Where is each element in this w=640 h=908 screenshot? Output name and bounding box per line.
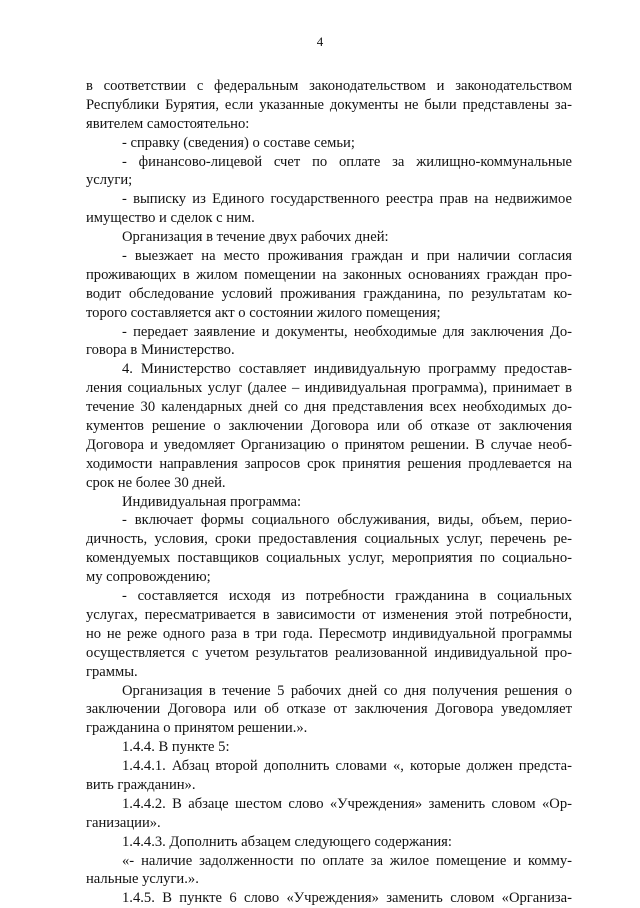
text-line: 1.4.4.1. Абзац второй дополнить словами «, которые должен предста-: [122, 758, 572, 775]
text-line: говора в Министерство.: [86, 342, 235, 359]
text-line: течение 30 календарных дней со дня представления всех необходимых до-: [86, 399, 572, 416]
text-line: комендуемых поставщиков социальных услуг, мероприятия по социально-: [86, 550, 572, 567]
text-line: услуги;: [86, 172, 133, 189]
text-line: - выписку из Единого государственного реестра прав на недвижимое: [122, 191, 572, 208]
text-line: - включает формы социального обслуживания, виды, объем, перио-: [122, 512, 572, 529]
text-line: 1.4.4.3. Дополнить абзацем следующего содержания:: [122, 833, 452, 850]
document-body: [86, 77, 572, 908]
text-line: дичность, условия, сроки предоставления социальных услуг, перечень ре-: [86, 531, 572, 548]
text-line: граммы.: [86, 663, 138, 680]
text-line: ления социальных услуг (далее – индивидуальная программа), принимает в: [86, 380, 572, 397]
text-line: проживающих в жилом помещении на законных основаниях граждан про-: [86, 266, 572, 283]
text-line: 4. Министерство составляет индивидуальную программу предостав-: [122, 361, 572, 378]
text-line: - составляется исходя из потребности гражданина в социальных: [122, 588, 572, 605]
text-line: услугах, пересматривается в зависимости от изменения этой потребности,: [86, 606, 572, 623]
text-line: кументов решение о заключении Договора или об отказе от заключения: [86, 418, 572, 435]
text-line: Организация в течение 5 рабочих дней со дня получения решения о: [122, 682, 572, 699]
text-line: му сопровождению;: [86, 569, 211, 586]
text-line: - финансово-лицевой счет по оплате за жилищно-коммунальные: [122, 153, 572, 170]
text-line: Индивидуальная программа:: [122, 493, 302, 510]
page-number: 4: [316, 34, 324, 49]
text-line: 1.4.4. В пункте 5:: [122, 739, 230, 756]
text-line: Договора и уведомляет Организацию о принятом решении. В случае необ-: [86, 436, 572, 453]
text-line: водит обследование условий проживания гражданина, по результатам ко-: [86, 285, 572, 302]
text-line: заключении Договора или об отказе от заключения Договора уведомляет: [86, 701, 572, 718]
text-line: «- наличие задолженности по оплате за жилое помещение и комму-: [122, 852, 572, 869]
text-line: гражданина о принятом решении.».: [86, 720, 308, 737]
text-line: ходимости направления запросов срок принятия решения продлевается на: [86, 455, 572, 472]
text-line: Организация в течение двух рабочих дней:: [122, 229, 389, 246]
text-line: - выезжает на место проживания граждан и при наличии согласия: [122, 248, 572, 265]
text-line: но не реже одного раза в три года. Пересмотр индивидуальной программы: [86, 625, 572, 642]
text-line: ганизации».: [86, 814, 161, 831]
text-line: срок не более 30 дней.: [86, 474, 226, 491]
text-line: Республики Бурятия, если указанные документы не были представлены за-: [86, 96, 572, 113]
text-line: торого составляется акт о состоянии жилого помещения;: [86, 304, 441, 321]
text-line: - передает заявление и документы, необходимые для заключения До-: [122, 323, 572, 340]
text-line: 1.4.4.2. В абзаце шестом слово «Учреждения» заменить словом «Ор-: [122, 795, 572, 812]
text-line: - справку (сведения) о составе семьи;: [122, 134, 355, 151]
text-line: 1.4.5. В пункте 6 слово «Учреждения» заменить словом «Организа-: [122, 890, 572, 907]
text-line: нальные услуги.».: [86, 871, 199, 888]
text-line: имущество и сделок с ним.: [86, 210, 255, 227]
text-line: явителем самостоятельно:: [86, 115, 250, 132]
text-line: вить гражданин».: [86, 776, 196, 793]
text-line: в соответствии с федеральным законодательством и законодательством: [86, 78, 572, 94]
text-line: осуществляется с учетом результатов реализованной индивидуальной про-: [86, 644, 572, 661]
